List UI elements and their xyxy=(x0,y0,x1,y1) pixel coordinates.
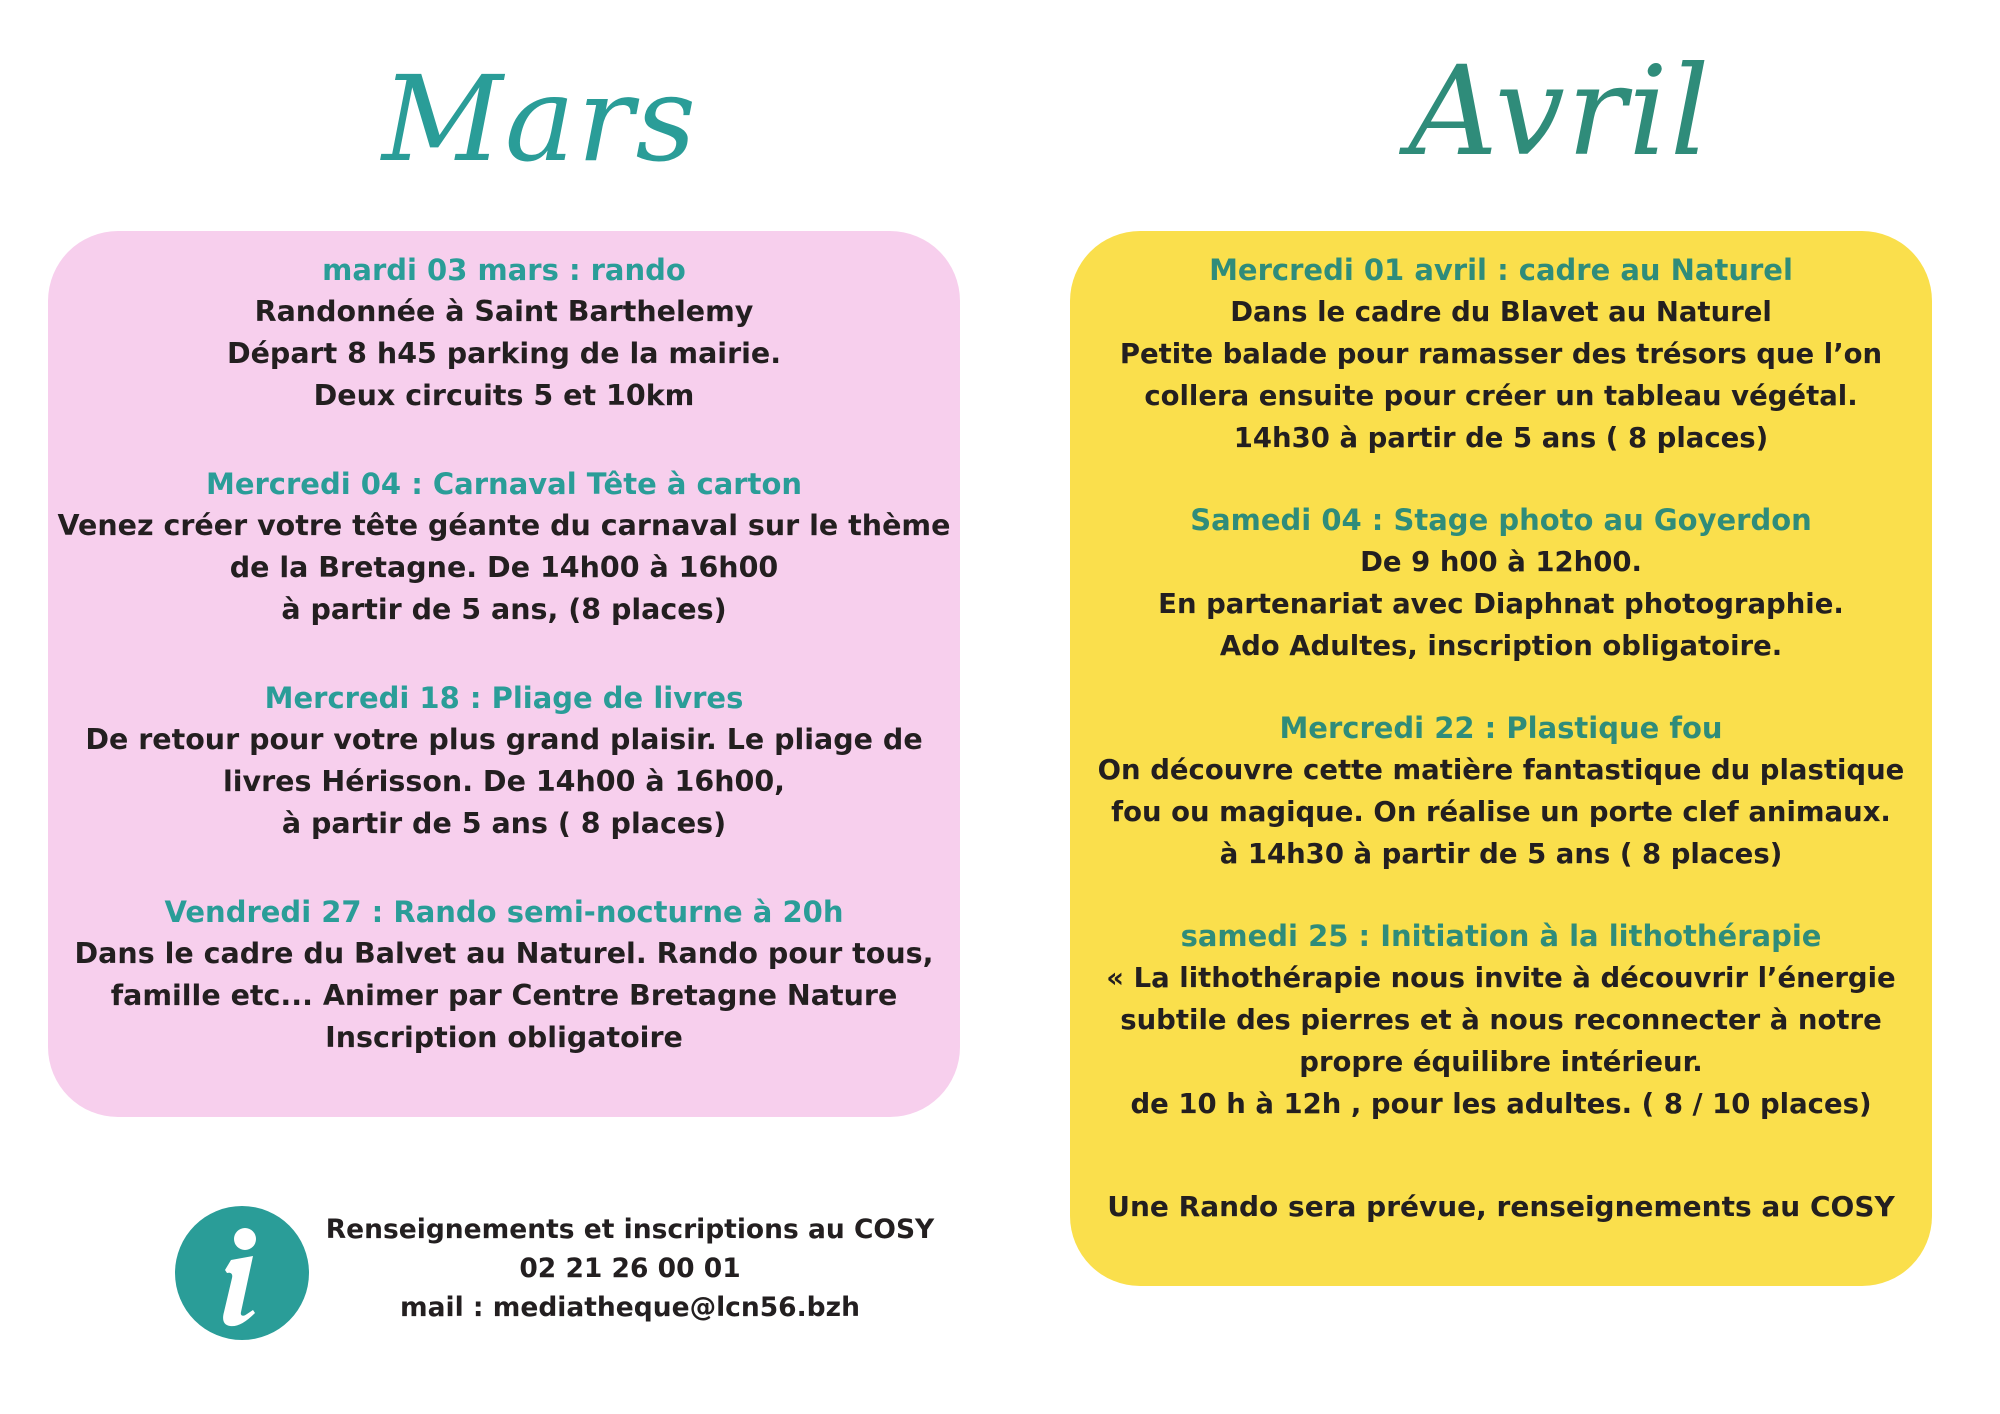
event-line: En partenariat avec Diaphnat photographie. xyxy=(1158,588,1844,620)
contact-phone: 02 21 26 00 01 xyxy=(519,1253,741,1284)
event-heading: mardi 03 mars : rando xyxy=(322,253,686,287)
event-line: subtile des pierres et à nous reconnecter à notre xyxy=(1120,1004,1882,1036)
event-avril-04-stage-photo xyxy=(1070,499,1932,667)
event-heading: Vendredi 27 : Rando semi-nocturne à 20h xyxy=(164,895,844,929)
event-line: à 14h30 à partir de 5 ans ( 8 places) xyxy=(1219,838,1783,870)
event-line: de 10 h à 12h , pour les adultes. ( 8 / 10 places) xyxy=(1130,1088,1872,1120)
event-heading: samedi 25 : Initiation à la lithothérapie xyxy=(1180,919,1822,953)
event-line: Petite balade pour ramasser des trésors que l’on xyxy=(1119,338,1883,370)
event-line: On découvre cette matière fantastique du plastique xyxy=(1097,754,1905,786)
event-line: Dans le cadre du Balvet au Naturel. Rando pour tous, xyxy=(74,937,934,970)
mars-events-panel xyxy=(48,231,960,1117)
event-heading: Mercredi 18 : Pliage de livres xyxy=(264,681,744,715)
event-line: livres Hérisson. De 14h00 à 16h00, xyxy=(223,765,785,798)
contact-info xyxy=(320,1210,940,1327)
event-line: Venez créer votre tête géante du carnaval sur le thème xyxy=(57,509,951,542)
contact-text: Renseignements et inscriptions au COSY xyxy=(325,1214,935,1245)
event-line: 14h30 à partir de 5 ans ( 8 places) xyxy=(1233,422,1769,454)
event-avril-25-lithotherapie xyxy=(1070,915,1932,1125)
event-avril-01-cadre-naturel xyxy=(1070,249,1932,459)
contact-email: mail : mediatheque@lcn56.bzh xyxy=(400,1292,860,1323)
event-line: Randonnée à Saint Barthelemy xyxy=(254,295,754,328)
event-line: Dans le cadre du Blavet au Naturel xyxy=(1230,296,1772,328)
event-avril-22-plastique-fou xyxy=(1070,707,1932,875)
event-line: de la Bretagne. De 14h00 à 16h00 xyxy=(229,551,779,584)
event-heading: Mercredi 04 : Carnaval Tête à carton xyxy=(205,467,803,501)
title-avril: Avril xyxy=(1408,40,1712,184)
event-line: famille etc... Animer par Centre Bretagne Nature xyxy=(110,979,898,1012)
event-line: propre équilibre intérieur. xyxy=(1299,1046,1703,1078)
event-mars-18-pliage xyxy=(48,677,960,845)
event-line: Ado Adultes, inscription obligatoire. xyxy=(1219,630,1783,662)
event-heading: Mercredi 22 : Plastique fou xyxy=(1279,711,1723,745)
event-line: De retour pour votre plus grand plaisir. Le pliage de xyxy=(85,723,923,756)
event-mars-04-carnaval xyxy=(48,463,960,631)
event-line: collera ensuite pour créer un tableau végétal. xyxy=(1144,380,1858,412)
event-line: Départ 8 h45 parking de la mairie. xyxy=(226,337,782,370)
avril-events-panel xyxy=(1070,231,1932,1286)
avril-rando-note: Une Rando sera prévue, renseignements au COSY xyxy=(1107,1190,1895,1223)
event-heading: Mercredi 01 avril : cadre au Naturel xyxy=(1209,253,1793,287)
event-line: fou ou magique. On réalise un porte clef animaux. xyxy=(1111,796,1891,828)
info-icon xyxy=(175,1206,309,1340)
event-line: Deux circuits 5 et 10km xyxy=(313,379,695,412)
title-mars: Mars xyxy=(381,50,699,188)
event-line: « La lithothérapie nous invite à découvrir l’énergie xyxy=(1106,962,1896,994)
event-mars-27-rando-nocturne xyxy=(48,891,960,1059)
event-line: à partir de 5 ans, (8 places) xyxy=(281,593,727,626)
event-line: à partir de 5 ans ( 8 places) xyxy=(281,807,727,840)
event-heading: Samedi 04 : Stage photo au Goyerdon xyxy=(1190,503,1812,537)
event-mars-03-rando xyxy=(48,249,960,417)
event-line: De 9 h00 à 12h00. xyxy=(1360,546,1642,578)
event-line: Inscription obligatoire xyxy=(325,1021,683,1054)
